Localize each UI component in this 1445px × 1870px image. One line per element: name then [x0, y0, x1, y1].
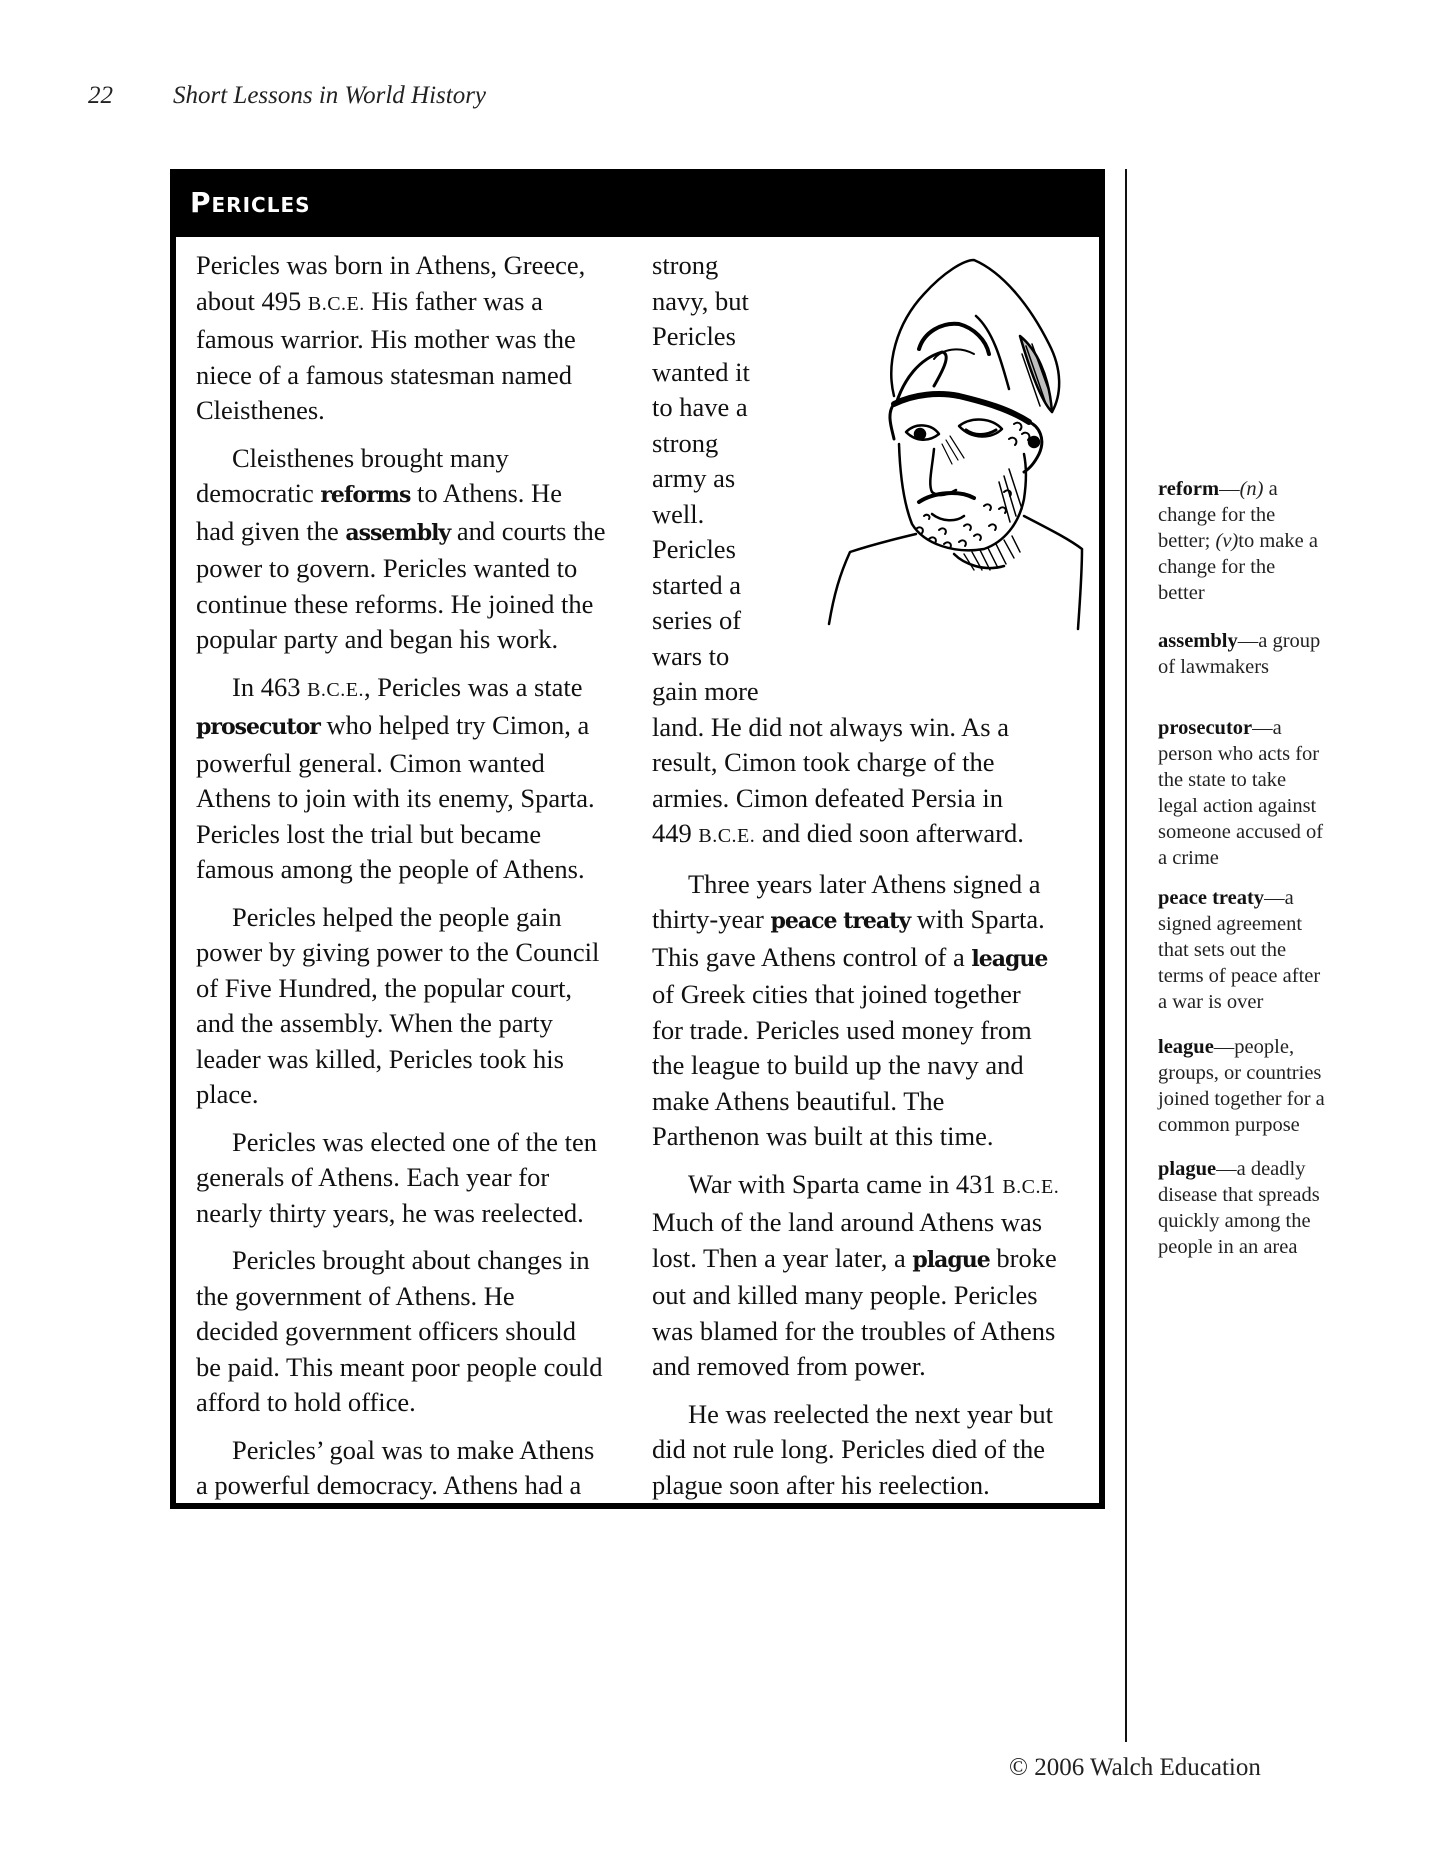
vocabulary-term: league — [971, 945, 1048, 972]
text-line — [652, 1432, 1059, 1468]
text-run: better; — [1158, 530, 1216, 552]
text-run: started a — [652, 569, 742, 600]
text-line — [196, 852, 606, 888]
text-run: armies. Cimon defeated Persia in — [652, 782, 1004, 813]
text-run: Pericles — [652, 534, 736, 564]
text-line — [196, 358, 606, 394]
glossary-line — [1158, 845, 1398, 871]
text-run: War with Sparta came in 431 — [688, 1168, 1003, 1199]
text-run: disease that spreads — [1158, 1184, 1320, 1206]
text-line — [652, 940, 1059, 978]
text-line — [196, 1243, 606, 1279]
text-run: legal action against — [1158, 795, 1317, 817]
glossary-entry — [1158, 1156, 1398, 1260]
text-run: the state to take — [1158, 769, 1287, 791]
text-line — [196, 622, 606, 658]
text-line — [196, 1042, 606, 1078]
glossary-word: prosecutor — [1158, 717, 1253, 739]
text-line — [652, 1119, 1059, 1155]
text-run: Pericles lost the trial but became — [196, 818, 542, 849]
paragraph — [196, 900, 606, 1113]
text-line — [196, 670, 606, 709]
text-line — [196, 781, 606, 817]
text-run: Three years later Athens signed a — [688, 868, 1041, 899]
glossary-line — [1158, 502, 1398, 528]
text-run: — — [1219, 478, 1240, 500]
text-run: Pericles brought about changes in — [232, 1245, 590, 1275]
glossary-line — [1158, 963, 1398, 989]
text-line — [196, 248, 606, 284]
glossary-line — [1158, 1060, 1398, 1086]
text-run: niece of a famous statesman named — [196, 359, 573, 390]
glossary-line — [1158, 528, 1398, 554]
text-line — [196, 971, 606, 1007]
glossary-line — [1158, 1086, 1398, 1112]
text-run: and courts the — [450, 515, 606, 546]
paragraph — [196, 1433, 606, 1504]
lesson-box — [170, 169, 1105, 1509]
text-run: wanted it — [652, 356, 750, 387]
text-run: Cleisthenes. — [196, 395, 325, 425]
era-abbreviation: B.C.E. — [1002, 1175, 1060, 1198]
glossary-line — [1158, 937, 1398, 963]
text-run: person who acts for — [1158, 743, 1320, 765]
text-line — [652, 867, 1059, 903]
vocabulary-term: plague — [912, 1246, 990, 1273]
page-number: 22 — [88, 82, 113, 109]
text-run: someone accused of — [1158, 821, 1324, 843]
glossary-line — [1158, 911, 1398, 937]
text-run: nearly thirty years, he was reelected. — [196, 1197, 584, 1228]
text-line — [196, 322, 606, 358]
lesson-title: Pericles — [190, 186, 311, 219]
vocabulary-term: peace treaty — [770, 908, 911, 934]
vocabulary-term: prosecutor — [196, 714, 320, 740]
nose — [930, 449, 956, 495]
text-run: be paid. This meant poor people could — [196, 1351, 603, 1382]
text-line — [196, 514, 606, 552]
glossary-entry — [1158, 885, 1398, 1015]
lesson-header-bar — [170, 169, 1105, 237]
text-line — [652, 902, 1059, 940]
text-run: a crime — [1158, 847, 1219, 869]
text-line — [196, 1006, 606, 1042]
glossary-line — [1158, 819, 1398, 845]
text-run: out and killed many people. Pericles — [652, 1280, 1038, 1310]
text-line — [652, 1397, 1059, 1433]
text-run: who helped try Cimon, a — [319, 710, 590, 740]
text-run: broke — [989, 1242, 1057, 1273]
glossary-line — [1158, 989, 1398, 1015]
text-run: popular party and began his work. — [196, 624, 559, 654]
text-run: to make a — [1238, 530, 1318, 552]
text-run: joined together for a — [1158, 1088, 1325, 1110]
text-line — [196, 817, 606, 853]
text-line — [652, 1084, 1059, 1120]
text-line — [652, 710, 1059, 746]
text-run: with Sparta. — [910, 904, 1045, 934]
text-run: afford to hold office. — [196, 1387, 416, 1417]
glossary-entry — [1158, 715, 1398, 871]
text-run: for trade. Pericles used money from — [652, 1014, 1032, 1045]
text-run: generals of Athens. Each year for — [196, 1162, 550, 1192]
glossary-entry — [1158, 1034, 1398, 1138]
paragraph — [196, 441, 606, 658]
glossary-entry — [1158, 628, 1398, 680]
text-run: leader was killed, Pericles took his — [196, 1043, 564, 1074]
left-column — [196, 248, 606, 1504]
paragraph — [652, 867, 1059, 1155]
text-run: Cleisthenes brought many — [232, 442, 509, 473]
text-run: place. — [196, 1079, 259, 1109]
text-run: —a group — [1237, 630, 1321, 652]
vocabulary-term: assembly — [345, 519, 451, 546]
glossary-line — [1158, 1112, 1398, 1138]
glossary-line — [1158, 715, 1398, 741]
text-run: Pericles’ goal was to make Athens — [232, 1434, 595, 1465]
text-run: —people, — [1213, 1036, 1295, 1058]
text-line — [196, 708, 606, 746]
glossary-word: reform — [1158, 478, 1220, 500]
text-run: strong — [652, 427, 719, 458]
text-run: about 495 — [196, 285, 308, 316]
paragraph — [196, 1243, 606, 1421]
glossary-line — [1158, 1234, 1398, 1260]
text-run: famous warrior. His mother was the — [196, 324, 576, 354]
glossary-line — [1158, 885, 1398, 911]
part-of-speech: (v) — [1215, 530, 1239, 552]
glossary-line — [1158, 741, 1398, 767]
text-line — [196, 900, 606, 936]
text-run: thirty-year — [652, 904, 771, 934]
text-line — [196, 1160, 606, 1196]
text-run: and died soon afterward. — [755, 818, 1024, 848]
text-run: change for the — [1158, 556, 1276, 578]
text-run: He was reelected the next year but — [688, 1398, 1053, 1429]
text-line — [652, 1048, 1059, 1084]
text-line — [652, 781, 1059, 817]
text-run: land. He did not always win. As a — [652, 711, 1009, 742]
text-line — [652, 1349, 1059, 1385]
text-run: Pericles was elected one of the ten — [232, 1126, 597, 1157]
text-run: a powerful democracy. Athens had a — [196, 1470, 582, 1500]
glossary-word: peace treaty — [1158, 887, 1265, 909]
paragraph — [196, 670, 606, 888]
text-line — [196, 284, 606, 323]
text-line — [652, 639, 1059, 675]
era-abbreviation: B.C.E. — [307, 678, 364, 701]
text-run: result, Cimon took charge of the — [652, 747, 995, 777]
era-abbreviation: B.C.E. — [698, 825, 756, 847]
text-run: continue these reforms. He joined the — [196, 588, 594, 619]
text-run: Pericles helped the people gain — [232, 901, 562, 932]
text-run: well. — [652, 498, 705, 529]
text-run: and removed from power. — [652, 1351, 926, 1381]
text-run: quickly among the — [1158, 1210, 1311, 1232]
text-run: army as — [652, 463, 736, 493]
text-line — [196, 1468, 606, 1504]
text-run: groups, or countries — [1158, 1062, 1322, 1084]
text-line — [196, 1350, 606, 1386]
text-run: wars to — [652, 640, 730, 671]
text-line — [196, 441, 606, 477]
glossary-line — [1158, 1156, 1398, 1182]
text-line — [196, 1196, 606, 1232]
mustache — [919, 493, 974, 502]
text-run: In 463 — [232, 671, 308, 702]
text-run: navy, but — [652, 285, 749, 316]
text-run: gain more — [652, 676, 759, 706]
glossary-line — [1158, 654, 1398, 680]
text-run: and the assembly. When the party — [196, 1008, 553, 1038]
text-run: to Athens. He — [410, 478, 562, 508]
text-run: did not rule long. Pericles died of the — [652, 1434, 1045, 1464]
margin-divider-rule — [1125, 169, 1127, 1742]
text-line — [652, 745, 1059, 781]
glossary-line — [1158, 554, 1398, 580]
text-line — [196, 1279, 606, 1315]
text-run: , Pericles was a state — [363, 671, 583, 702]
glossary-line — [1158, 1182, 1398, 1208]
glossary-word: plague — [1158, 1158, 1217, 1180]
text-line — [652, 1167, 1059, 1206]
text-line — [196, 1433, 606, 1469]
text-line — [196, 1125, 606, 1161]
glossary-word: league — [1158, 1036, 1214, 1058]
text-run: plague soon after his reelection. — [652, 1469, 990, 1500]
pericles-portrait-icon — [824, 254, 1090, 634]
text-run: of lawmakers — [1158, 656, 1269, 678]
text-run: common purpose — [1158, 1114, 1300, 1136]
glossary-line — [1158, 580, 1398, 606]
text-line — [652, 977, 1059, 1013]
text-run: strong — [652, 250, 719, 280]
text-run: of Greek cities that joined together — [652, 979, 1021, 1009]
text-run: —a — [1264, 887, 1294, 909]
paragraph — [652, 1167, 1059, 1385]
part-of-speech: (n) — [1239, 478, 1264, 500]
text-line — [196, 587, 606, 623]
text-run: that sets out the — [1158, 939, 1287, 961]
text-line — [196, 1077, 606, 1113]
text-line — [196, 746, 606, 782]
text-line — [652, 1241, 1059, 1279]
text-run: power to govern. Pericles wanted to — [196, 553, 578, 583]
text-run: a — [1263, 478, 1278, 500]
face-outline — [899, 444, 1026, 550]
text-run: 449 — [652, 818, 699, 848]
beard-curls — [916, 490, 1011, 548]
glossary-line — [1158, 1208, 1398, 1234]
glossary-word: assembly — [1158, 630, 1238, 652]
text-run: decided government officers should — [196, 1316, 576, 1346]
text-run: Much of the land around Athens was — [652, 1207, 1043, 1237]
text-run: better — [1158, 582, 1205, 604]
text-run: Pericles — [652, 321, 736, 351]
text-run: democratic — [196, 478, 321, 508]
text-run: change for the — [1158, 504, 1276, 526]
text-line — [196, 476, 606, 514]
text-run: was blamed for the troubles of Athens — [652, 1315, 1056, 1346]
helmet-brim — [894, 394, 1029, 422]
text-run: Athens to join with its enemy, Sparta. — [196, 783, 595, 813]
vocabulary-term: reforms — [320, 482, 411, 508]
shoulders — [829, 516, 1082, 629]
text-line — [196, 1314, 606, 1350]
paragraph — [196, 248, 606, 429]
text-run: terms of peace after — [1158, 965, 1321, 987]
text-run: make Athens beautiful. The — [652, 1085, 945, 1116]
text-run: This gave Athens control of a — [652, 941, 972, 972]
text-line — [196, 551, 606, 587]
glossary-line — [1158, 767, 1398, 793]
text-run: Parthenon was built at this time. — [652, 1121, 994, 1151]
text-run: —a deadly — [1216, 1158, 1306, 1180]
text-line — [196, 1385, 606, 1421]
text-run: lost. Then a year later, a — [652, 1242, 913, 1273]
glossary-line — [1158, 793, 1398, 819]
copyright-footer: © 2006 Walch Education — [1009, 1754, 1261, 1781]
text-run: —a — [1252, 717, 1282, 739]
text-line — [196, 393, 606, 429]
text-line — [652, 1314, 1059, 1350]
text-run: a war is over — [1158, 991, 1264, 1013]
text-run: Pericles was born in Athens, Greece, — [196, 250, 586, 280]
era-abbreviation: B.C.E. — [307, 292, 365, 315]
mouth — [932, 514, 964, 520]
text-line — [196, 935, 606, 971]
text-run: to have a — [652, 392, 748, 422]
text-line — [652, 1013, 1059, 1049]
text-run: series of — [652, 605, 742, 635]
glossary-line — [1158, 1034, 1398, 1060]
text-line — [652, 816, 1059, 855]
text-line — [652, 674, 1059, 710]
glossary-line — [1158, 628, 1398, 654]
text-run: power by giving power to the Council — [196, 937, 600, 967]
text-run: the government of Athens. He — [196, 1280, 515, 1311]
text-run: powerful general. Cimon wanted — [196, 747, 545, 778]
paragraph — [652, 1397, 1059, 1504]
text-line — [652, 1205, 1059, 1241]
text-run: people in an area — [1158, 1236, 1298, 1258]
text-line — [652, 1278, 1059, 1314]
text-run: signed agreement — [1158, 913, 1303, 935]
paragraph — [196, 1125, 606, 1232]
text-run: of Five Hundred, the popular court, — [196, 972, 573, 1003]
text-run: the league to build up the navy and — [652, 1050, 1024, 1080]
text-line — [652, 1468, 1059, 1504]
text-run: had given the — [196, 515, 346, 546]
text-run: famous among the people of Athens. — [196, 854, 585, 884]
text-run: His father was a — [364, 285, 543, 316]
glossary-line — [1158, 476, 1398, 502]
book-title: Short Lessons in World History — [173, 82, 487, 109]
glossary-entry — [1158, 476, 1398, 606]
